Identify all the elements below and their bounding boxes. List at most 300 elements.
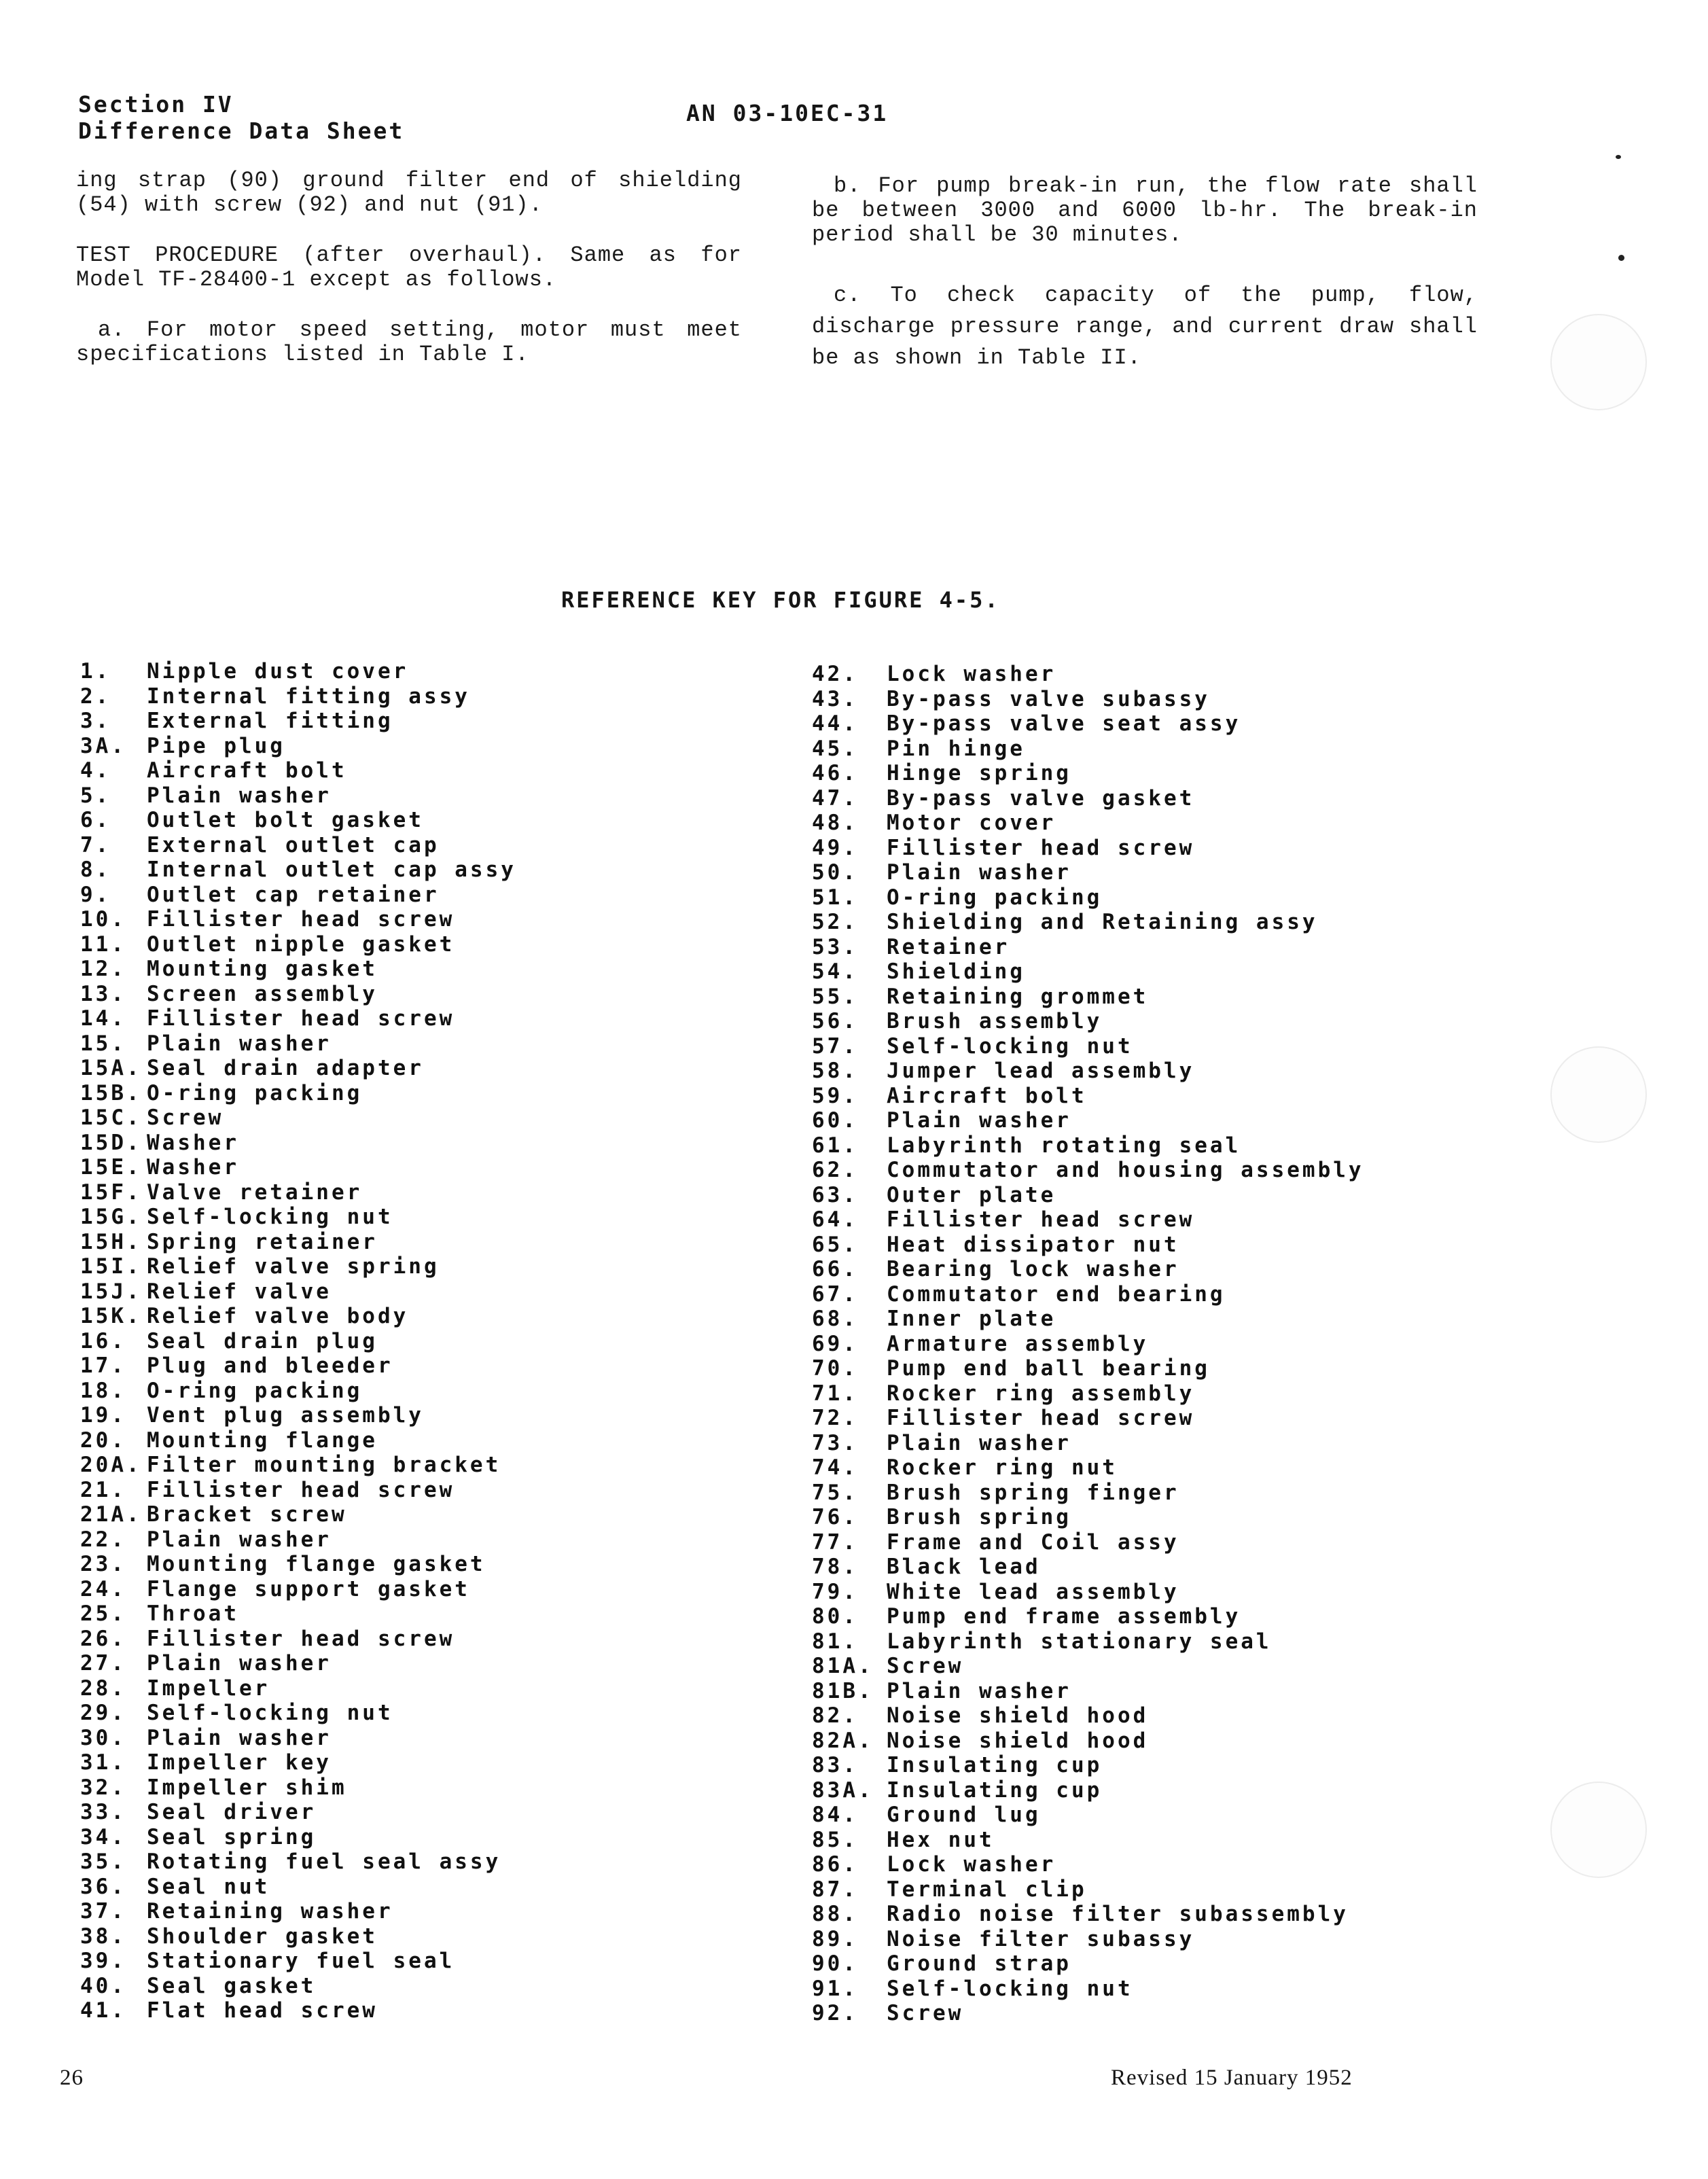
reference-key-item — [80, 883, 760, 908]
reference-key-item — [80, 1478, 760, 1503]
reference-key-item — [80, 1974, 760, 1999]
item-label: Valve retainer — [147, 1180, 363, 1205]
item-number: 15C. — [80, 1105, 142, 1130]
item-number: 43. — [812, 686, 858, 711]
reference-key-item — [812, 1009, 1505, 1034]
reference-key-item — [80, 982, 760, 1007]
item-label: White lead assembly — [887, 1579, 1179, 1604]
item-label: By-pass valve gasket — [887, 785, 1195, 811]
item-label: Commutator and housing assembly — [887, 1158, 1364, 1182]
item-label: By-pass valve subassy — [887, 686, 1210, 711]
reference-key-item — [80, 1601, 760, 1627]
item-label: Inner plate — [887, 1307, 1056, 1331]
page-number: 26 — [60, 2066, 84, 2090]
reference-key-item — [80, 1230, 760, 1255]
item-label: Jumper lead assembly — [887, 1059, 1195, 1083]
item-label: Filter mounting bracket — [147, 1453, 501, 1477]
item-number: 15I. — [80, 1254, 142, 1279]
reference-key-item — [812, 1977, 1505, 2002]
item-label: Seal spring — [147, 1824, 317, 1849]
reference-key-item — [80, 734, 760, 759]
reference-key-item — [812, 1505, 1505, 1530]
item-number: 33. — [80, 1800, 126, 1824]
reference-key-item — [812, 1455, 1505, 1481]
reference-key-item — [812, 761, 1505, 786]
paragraph: c. To check capacity of the pump, flow, discharge pressure range, and current draw shall be as shown in Table II. — [812, 283, 1478, 370]
item-number: 20. — [80, 1428, 126, 1453]
reference-key-item — [812, 1207, 1505, 1233]
item-number: 21. — [80, 1477, 126, 1502]
item-number: 62. — [812, 1158, 858, 1182]
item-number: 10. — [80, 907, 126, 932]
reference-key-item — [80, 907, 760, 932]
item-number: 73. — [812, 1430, 858, 1455]
reference-key-item — [812, 1703, 1505, 1729]
item-number: 74. — [812, 1455, 858, 1480]
reference-key-item — [80, 1105, 760, 1131]
reference-key-item — [812, 935, 1505, 960]
reference-key-item — [80, 1875, 760, 1900]
item-number: 65. — [812, 1232, 858, 1257]
section-subtitle: Difference Data Sheet — [78, 118, 405, 144]
reference-key-right-list — [812, 662, 1505, 2026]
item-label: Washer — [147, 1130, 239, 1155]
reference-key-item — [80, 1329, 760, 1354]
reference-key-item — [80, 1180, 760, 1205]
item-label: Insulating cup — [887, 1777, 1103, 1803]
item-label: Plain washer — [887, 1430, 1071, 1455]
reference-key-item — [812, 985, 1505, 1010]
item-label: Shielding — [887, 959, 1025, 984]
item-label: Screw — [887, 1654, 964, 1678]
item-number: 84. — [812, 1803, 858, 1827]
reference-key-item — [812, 1654, 1505, 1679]
item-label: Aircraft bolt — [887, 1083, 1087, 1108]
reference-key-item — [812, 1753, 1505, 1778]
item-number: 39. — [80, 1949, 126, 1973]
item-label: Noise filter subassy — [887, 1926, 1195, 1951]
right-text-column — [812, 174, 1478, 400]
item-label: Plain washer — [147, 1651, 332, 1676]
item-label: Relief valve body — [147, 1304, 409, 1328]
reference-key-item — [80, 783, 760, 809]
reference-key-item — [812, 687, 1505, 712]
item-number: 21A. — [80, 1502, 142, 1527]
item-number: 1. — [80, 659, 111, 684]
item-number: 81A. — [812, 1654, 874, 1678]
item-label: Vent plug assembly — [147, 1403, 424, 1428]
item-number: 49. — [812, 835, 858, 860]
item-label: Seal nut — [147, 1874, 270, 1899]
item-label: Outer plate — [887, 1182, 1056, 1207]
item-label: Plain washer — [147, 1527, 332, 1552]
item-label: Ground strap — [887, 1951, 1071, 1976]
reference-key-item — [80, 1081, 760, 1106]
item-number: 87. — [812, 1877, 858, 1902]
item-label: Plain washer — [147, 1031, 332, 1056]
item-number: 15. — [80, 1031, 126, 1056]
reference-key-title: REFERENCE KEY FOR FIGURE 4-5. — [561, 587, 1000, 613]
item-number: 46. — [812, 761, 858, 785]
item-label: Motor cover — [887, 811, 1056, 835]
reference-key-item — [812, 1803, 1505, 1828]
reference-key-item — [80, 1726, 760, 1751]
reference-key-item — [812, 910, 1505, 935]
punch-hole-middle — [1550, 1046, 1647, 1143]
item-number: 16. — [80, 1328, 126, 1353]
item-number: 35. — [80, 1849, 126, 1874]
item-label: Spring retainer — [147, 1229, 378, 1254]
margin-mark — [1616, 155, 1621, 159]
reference-key-item — [812, 1481, 1505, 1506]
reference-key-item — [80, 1353, 760, 1379]
item-label: By-pass valve seat assy — [887, 711, 1241, 736]
reference-key-item — [80, 1651, 760, 1676]
reference-key-item — [812, 860, 1505, 885]
reference-key-item — [812, 1133, 1505, 1158]
item-number: 15E. — [80, 1155, 142, 1180]
reference-key-item — [80, 1577, 760, 1602]
item-number: 60. — [812, 1108, 858, 1133]
item-number: 34. — [80, 1824, 126, 1849]
item-label: Mounting flange gasket — [147, 1552, 486, 1576]
item-label: O-ring packing — [887, 885, 1103, 910]
item-number: 80. — [812, 1604, 858, 1629]
item-number: 47. — [812, 785, 858, 811]
reference-key-item — [80, 1056, 760, 1081]
item-number: 13. — [80, 981, 126, 1006]
item-label: Flange support gasket — [147, 1576, 470, 1601]
item-label: Heat dissipator nut — [887, 1232, 1179, 1257]
reference-key-item — [812, 662, 1505, 687]
item-number: 26. — [80, 1626, 126, 1651]
item-number: 53. — [812, 934, 858, 959]
item-number: 90. — [812, 1951, 858, 1976]
reference-key-item — [812, 1183, 1505, 1208]
reference-key-item — [80, 1254, 760, 1279]
reference-key-item — [812, 1431, 1505, 1456]
item-number: 86. — [812, 1852, 858, 1877]
reference-key-item — [80, 1006, 760, 1031]
reference-key-item — [812, 1778, 1505, 1803]
item-number: 4. — [80, 758, 111, 783]
item-number: 20A. — [80, 1453, 142, 1477]
item-number: 3. — [80, 709, 111, 733]
item-label: Bracket screw — [147, 1502, 347, 1527]
reference-key-item — [812, 1108, 1505, 1133]
paragraph: TEST PROCEDURE (after overhaul). Same as for Model TF-28400-1 except as follows. — [76, 243, 742, 292]
item-label: External outlet cap — [147, 832, 440, 857]
item-number: 22. — [80, 1527, 126, 1552]
item-label: Screen assembly — [147, 981, 378, 1006]
item-number: 14. — [80, 1006, 126, 1031]
reference-key-item — [812, 1604, 1505, 1629]
reference-key-item — [80, 1279, 760, 1305]
item-label: Noise shield hood — [887, 1703, 1149, 1728]
reference-key-item — [80, 1403, 760, 1428]
item-label: Terminal clip — [887, 1877, 1087, 1902]
item-label: Labyrinth rotating seal — [887, 1133, 1241, 1158]
item-label: Self-locking nut — [887, 1033, 1133, 1059]
reference-key-item — [80, 833, 760, 858]
reference-key-left-list — [80, 659, 760, 2023]
reference-key-item — [80, 1825, 760, 1850]
item-label: Pin hinge — [887, 736, 1025, 761]
item-label: Mounting flange — [147, 1428, 378, 1453]
reference-key-item — [80, 1676, 760, 1701]
reference-key-item — [80, 1453, 760, 1478]
reference-key-item — [80, 1031, 760, 1057]
item-label: Throat — [147, 1601, 239, 1626]
item-number: 31. — [80, 1750, 126, 1775]
item-number: 8. — [80, 857, 111, 882]
item-label: Shielding and Retaining assy — [887, 910, 1318, 934]
item-number: 82A. — [812, 1728, 874, 1753]
reference-key-item — [812, 836, 1505, 861]
item-number: 85. — [812, 1827, 858, 1852]
item-label: Hinge spring — [887, 761, 1071, 785]
paragraph: b. For pump break-in run, the flow rate shall be between 3000 and 6000 lb-hr. The break-in period shall be 30 minutes. — [812, 173, 1478, 247]
item-label: Seal driver — [147, 1800, 317, 1824]
reference-key-item — [80, 1155, 760, 1180]
item-label: Seal gasket — [147, 1973, 317, 1998]
reference-key-item — [80, 1701, 760, 1726]
item-number: 63. — [812, 1182, 858, 1207]
item-label: Plain washer — [147, 783, 332, 808]
revision-date: Revised 15 January 1952 — [1111, 2066, 1353, 2090]
item-number: 64. — [812, 1207, 858, 1232]
reference-key-item — [80, 1750, 760, 1775]
document-number: AN 03-10EC-31 — [686, 100, 889, 126]
item-number: 69. — [812, 1331, 858, 1356]
item-number: 61. — [812, 1133, 858, 1158]
item-number: 79. — [812, 1579, 858, 1604]
reference-key-item — [80, 1131, 760, 1156]
reference-key-item — [812, 1530, 1505, 1555]
item-label: Retainer — [887, 934, 1010, 959]
item-label: Outlet bolt gasket — [147, 808, 424, 832]
item-label: Plain washer — [147, 1725, 332, 1750]
item-number: 17. — [80, 1353, 126, 1378]
section-label: Section IV — [78, 91, 234, 118]
item-number: 56. — [812, 1009, 858, 1033]
item-number: 58. — [812, 1059, 858, 1083]
reference-key-item — [80, 659, 760, 684]
item-number: 51. — [812, 885, 858, 910]
item-label: Plain washer — [887, 860, 1071, 885]
item-number: 67. — [812, 1281, 858, 1307]
item-number: 15A. — [80, 1056, 142, 1080]
item-label: Ground lug — [887, 1803, 1041, 1827]
item-label: Self-locking nut — [147, 1701, 393, 1725]
item-label: Internal outlet cap assy — [147, 857, 516, 882]
item-label: Retaining grommet — [887, 984, 1149, 1009]
item-label: Rotating fuel seal assy — [147, 1849, 501, 1874]
item-number: 41. — [80, 1998, 126, 2023]
reference-key-item — [812, 1852, 1505, 1877]
item-label: Brush assembly — [887, 1009, 1103, 1033]
item-number: 91. — [812, 1976, 858, 2001]
item-number: 29. — [80, 1701, 126, 1725]
item-label: Commutator end bearing — [887, 1281, 1226, 1307]
reference-key-item — [80, 1775, 760, 1801]
item-label: Pump end frame assembly — [887, 1604, 1241, 1629]
item-label: Seal drain plug — [147, 1328, 378, 1353]
item-label: Nipple dust cover — [147, 659, 409, 684]
reference-key-item — [812, 711, 1505, 737]
item-number: 45. — [812, 736, 858, 761]
reference-key-item — [80, 1502, 760, 1527]
item-number: 15D. — [80, 1130, 142, 1155]
item-label: Plug and bleeder — [147, 1353, 393, 1378]
item-number: 30. — [80, 1725, 126, 1750]
item-label: Flat head screw — [147, 1998, 378, 2023]
item-number: 27. — [80, 1651, 126, 1676]
reference-key-item — [80, 758, 760, 783]
item-label: Fillister head screw — [147, 1477, 455, 1502]
item-label: External fitting — [147, 709, 393, 733]
item-label: Impeller shim — [147, 1775, 347, 1800]
reference-key-item — [812, 1233, 1505, 1258]
item-label: Hex nut — [887, 1827, 995, 1852]
reference-key-item — [812, 1729, 1505, 1754]
punch-hole-top — [1550, 314, 1647, 410]
item-label: Labyrinth stationary seal — [887, 1629, 1272, 1654]
item-number: 7. — [80, 832, 111, 857]
reference-key-item — [80, 1205, 760, 1230]
item-label: Fillister head screw — [147, 1006, 455, 1031]
item-label: Armature assembly — [887, 1331, 1149, 1356]
item-number: 72. — [812, 1406, 858, 1430]
item-label: Relief valve — [147, 1279, 332, 1304]
item-number: 89. — [812, 1926, 858, 1951]
item-number: 83. — [812, 1753, 858, 1777]
item-number: 55. — [812, 984, 858, 1009]
reference-key-item — [80, 1924, 760, 1949]
reference-key-item — [812, 1356, 1505, 1381]
item-number: 82. — [812, 1703, 858, 1728]
item-number: 15K. — [80, 1304, 142, 1328]
item-label: Outlet cap retainer — [147, 882, 440, 907]
reference-key-item — [812, 1927, 1505, 1952]
item-label: Aircraft bolt — [147, 758, 347, 783]
item-number: 78. — [812, 1555, 858, 1579]
reference-key-item — [812, 885, 1505, 910]
left-text-column — [76, 169, 742, 393]
item-label: Noise shield hood — [887, 1728, 1149, 1753]
item-number: 42. — [812, 662, 858, 686]
item-label: Bearing lock washer — [887, 1257, 1179, 1281]
item-number: 48. — [812, 811, 858, 835]
item-label: Stationary fuel seal — [147, 1949, 455, 1973]
reference-key-item — [80, 857, 760, 883]
reference-key-item — [80, 1379, 760, 1404]
item-number: 15G. — [80, 1205, 142, 1229]
reference-key-item — [80, 684, 760, 709]
reference-key-item — [80, 1304, 760, 1329]
reference-key-item — [80, 1849, 760, 1875]
item-number: 15B. — [80, 1080, 142, 1105]
item-label: Rocker ring assembly — [887, 1381, 1195, 1406]
item-number: 68. — [812, 1307, 858, 1331]
reference-key-item — [812, 1381, 1505, 1406]
reference-key-item — [812, 1877, 1505, 1902]
reference-key-item — [812, 1629, 1505, 1654]
item-label: Radio noise filter subassembly — [887, 1902, 1349, 1926]
item-label: Screw — [147, 1105, 224, 1130]
reference-key-item — [812, 737, 1505, 762]
item-number: 88. — [812, 1902, 858, 1926]
item-number: 50. — [812, 860, 858, 885]
item-number: 76. — [812, 1505, 858, 1529]
item-label: Fillister head screw — [887, 835, 1195, 860]
reference-key-item — [812, 1555, 1505, 1580]
reference-key-item — [812, 1257, 1505, 1282]
item-number: 2. — [80, 684, 111, 709]
item-number: 23. — [80, 1552, 126, 1576]
item-number: 54. — [812, 959, 858, 984]
reference-key-item — [812, 1332, 1505, 1357]
item-number: 12. — [80, 957, 126, 981]
item-label: Black lead — [887, 1555, 1041, 1579]
reference-key-item — [80, 1998, 760, 2023]
reference-key-item — [812, 1902, 1505, 1927]
reference-key-item — [812, 786, 1505, 811]
reference-key-item — [812, 1158, 1505, 1183]
item-number: 28. — [80, 1676, 126, 1701]
item-label: Seal drain adapter — [147, 1056, 424, 1080]
margin-mark — [1618, 255, 1624, 261]
reference-key-item — [80, 1552, 760, 1577]
item-label: Lock washer — [887, 1852, 1056, 1877]
item-label: Outlet nipple gasket — [147, 932, 455, 957]
reference-key-item — [812, 959, 1505, 985]
item-number: 38. — [80, 1924, 126, 1949]
item-label: Retaining washer — [147, 1899, 393, 1924]
item-label: Shoulder gasket — [147, 1924, 378, 1949]
item-number: 52. — [812, 910, 858, 934]
reference-key-item — [812, 1580, 1505, 1605]
item-number: 40. — [80, 1973, 126, 1998]
item-number: 59. — [812, 1083, 858, 1108]
paragraph: a. For motor speed setting, motor must meet specifications listed in Table I. — [76, 317, 742, 367]
item-label: Rocker ring nut — [887, 1455, 1118, 1480]
item-number: 19. — [80, 1403, 126, 1428]
reference-key-item — [80, 1949, 760, 1974]
item-label: Washer — [147, 1155, 239, 1180]
punch-hole-bottom — [1550, 1782, 1647, 1878]
reference-key-item — [812, 811, 1505, 836]
item-label: Internal fitting assy — [147, 684, 470, 709]
item-label: Fillister head screw — [147, 1626, 455, 1651]
reference-key-item — [812, 1307, 1505, 1332]
item-label: Fillister head screw — [887, 1207, 1195, 1232]
item-number: 36. — [80, 1874, 126, 1899]
item-label: Self-locking nut — [887, 1976, 1133, 2001]
reference-key-item — [812, 1951, 1505, 1977]
item-number: 24. — [80, 1576, 126, 1601]
reference-key-item — [812, 2001, 1505, 2026]
reference-key-item — [812, 1084, 1505, 1109]
item-number: 81. — [812, 1629, 858, 1654]
item-number: 6. — [80, 808, 111, 832]
item-label: O-ring packing — [147, 1378, 363, 1403]
item-number: 44. — [812, 711, 858, 736]
item-label: Frame and Coil assy — [887, 1529, 1179, 1555]
item-label: Relief valve spring — [147, 1254, 440, 1279]
item-label: Plain washer — [887, 1678, 1071, 1703]
item-number: 18. — [80, 1378, 126, 1403]
